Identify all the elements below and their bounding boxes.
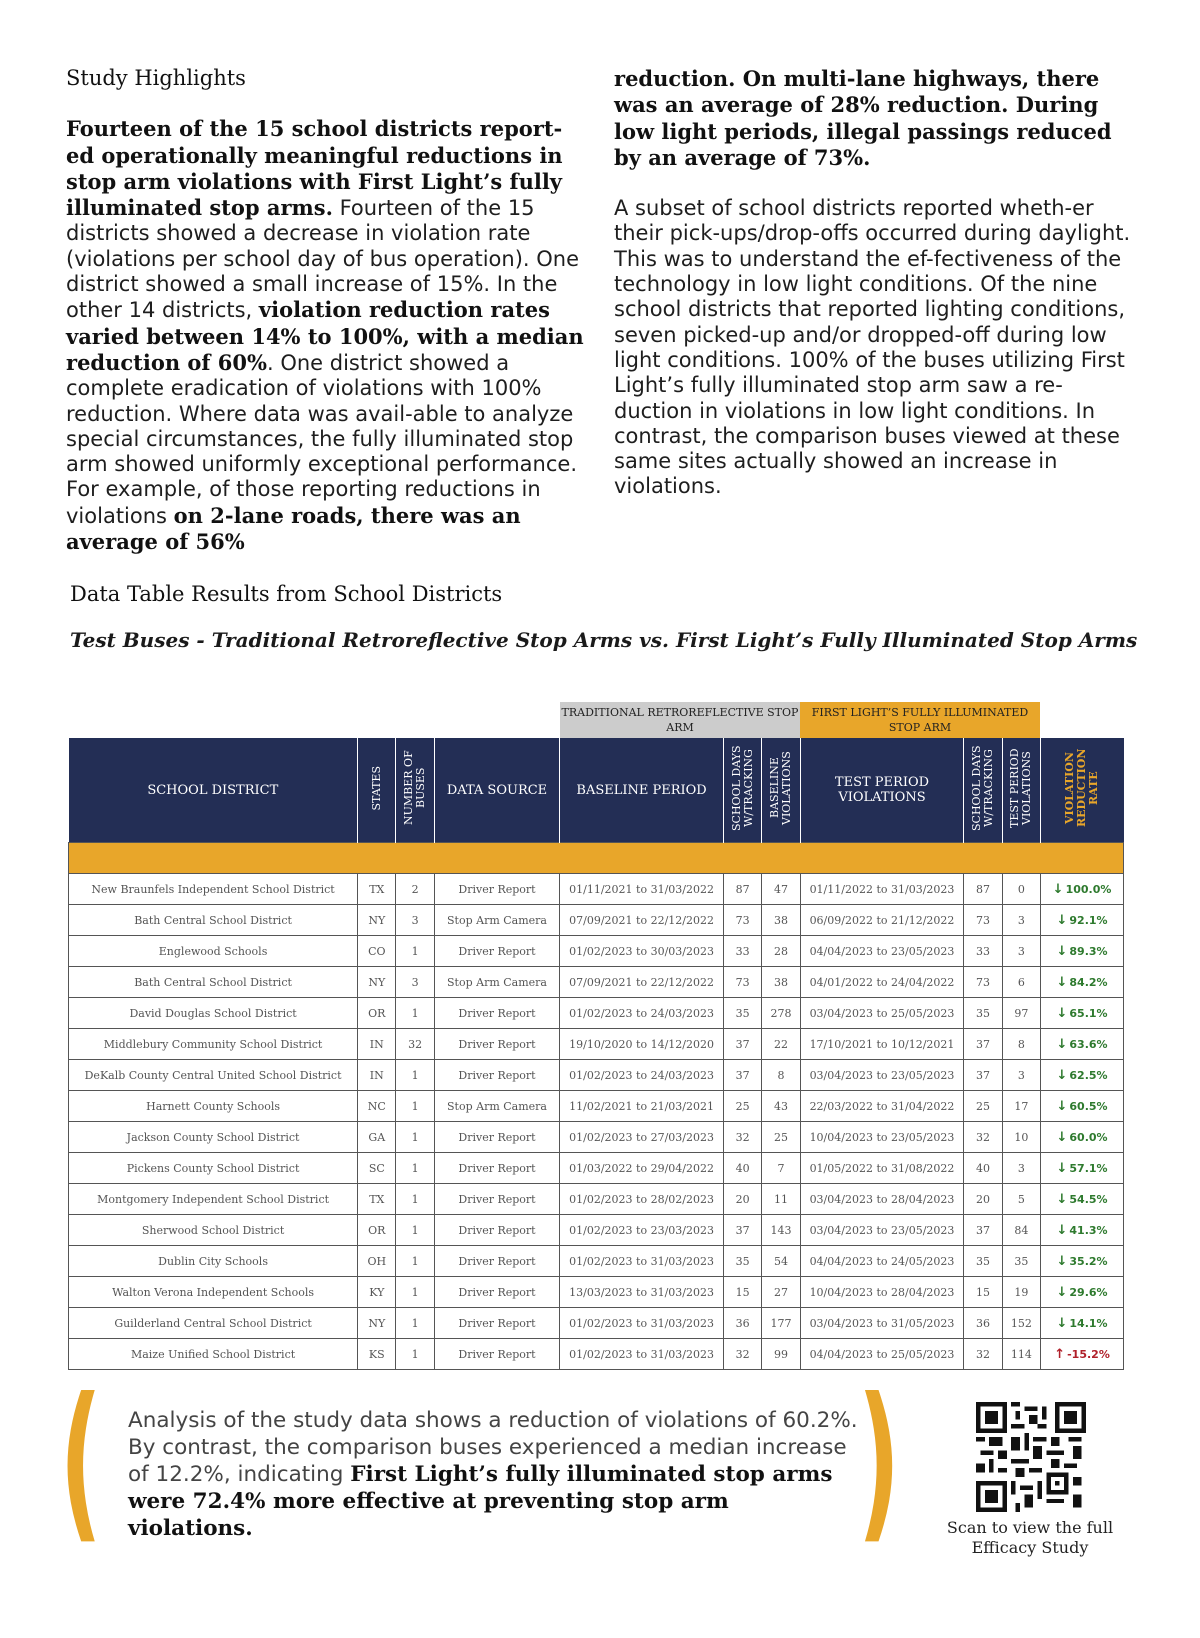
cell-baseline-violations: 38 xyxy=(762,905,800,936)
cell-test-violations: 3 xyxy=(1002,1153,1040,1184)
cell-baseline-period: 01/02/2023 to 31/03/2023 xyxy=(560,1308,724,1339)
cell-reduction-rate xyxy=(1041,1122,1124,1153)
cell-baseline-period: 01/02/2023 to 31/03/2023 xyxy=(560,1246,724,1277)
cell-baseline-period: 01/02/2023 to 28/02/2023 xyxy=(560,1184,724,1215)
cell-test-period: 03/04/2023 to 23/05/2023 xyxy=(800,1060,964,1091)
cell-district: Harnett County Schools xyxy=(69,1091,358,1122)
cell-baseline-period: 01/02/2023 to 30/03/2023 xyxy=(560,936,724,967)
qr-caption-line-2: Efficacy Study xyxy=(971,1538,1089,1557)
cell-reduction-rate xyxy=(1041,998,1124,1029)
header-violation-reduction-rate: VIOLATION REDUCTION RATE xyxy=(1041,738,1124,843)
reduction-rate-value: 35.2% xyxy=(1069,1254,1108,1268)
cell-days-test: 36 xyxy=(964,1308,1002,1339)
cell-baseline-period: 13/03/2023 to 31/03/2023 xyxy=(560,1277,724,1308)
table-row xyxy=(69,1029,1124,1060)
cell-buses: 1 xyxy=(396,1122,434,1153)
cell-district: Middlebury Community School District xyxy=(69,1029,358,1060)
header-states: STATES xyxy=(358,738,396,843)
cell-source: Stop Arm Camera xyxy=(434,1091,559,1122)
cell-district: David Douglas School District xyxy=(69,998,358,1029)
cell-days-test: 73 xyxy=(964,967,1002,998)
arrow-down-icon: ↓ xyxy=(1056,912,1068,928)
cell-buses: 1 xyxy=(396,1308,434,1339)
cell-baseline-violations: 28 xyxy=(762,936,800,967)
reduction-rate-value: 65.1% xyxy=(1069,1006,1108,1020)
cell-reduction-rate xyxy=(1041,1029,1124,1060)
cell-test-violations: 10 xyxy=(1002,1122,1040,1153)
cell-days-baseline: 35 xyxy=(723,1246,761,1277)
cell-reduction-rate xyxy=(1041,967,1124,998)
cell-test-violations: 35 xyxy=(1002,1246,1040,1277)
cell-district: DeKalb County Central United School District xyxy=(69,1060,358,1091)
cell-test-period: 01/11/2022 to 31/03/2023 xyxy=(800,874,964,905)
cell-baseline-period: 01/02/2023 to 24/03/2023 xyxy=(560,1060,724,1091)
cell-source: Driver Report xyxy=(434,1029,559,1060)
highlights-left-paragraph xyxy=(66,116,586,555)
reduction-rate-value: 57.1% xyxy=(1069,1161,1108,1175)
right-bracket-decoration: ) xyxy=(857,1362,901,1560)
highlights-text-1: Fourteen of the 15 districts showed a decrease in violation rate (violations per school day of bus operation). One district showed a small increase of 15%. In the other 14 districts, xyxy=(66,196,580,323)
cell-state: NY xyxy=(358,1308,396,1339)
cell-test-violations: 3 xyxy=(1002,936,1040,967)
reduction-rate-value: 63.6% xyxy=(1069,1037,1108,1051)
cell-source: Driver Report xyxy=(434,1153,559,1184)
cell-reduction-rate xyxy=(1041,1184,1124,1215)
arrow-down-icon: ↓ xyxy=(1052,881,1064,897)
cell-days-test: 25 xyxy=(964,1091,1002,1122)
cell-days-baseline: 36 xyxy=(723,1308,761,1339)
header-number-of-buses: NUMBER OF BUSES xyxy=(396,738,434,843)
cell-test-period: 03/04/2023 to 23/05/2023 xyxy=(800,1215,964,1246)
cell-baseline-violations: 43 xyxy=(762,1091,800,1122)
header-gold-stripe xyxy=(69,843,1124,874)
cell-reduction-rate xyxy=(1041,1308,1124,1339)
cell-baseline-violations: 22 xyxy=(762,1029,800,1060)
arrow-down-icon: ↓ xyxy=(1056,1253,1068,1269)
cell-test-violations: 5 xyxy=(1002,1184,1040,1215)
cell-district: Bath Central School District xyxy=(69,905,358,936)
arrow-down-icon: ↓ xyxy=(1056,1191,1068,1207)
table-row xyxy=(69,1122,1124,1153)
table-row xyxy=(69,1184,1124,1215)
cell-days-baseline: 15 xyxy=(723,1277,761,1308)
cell-reduction-rate xyxy=(1041,905,1124,936)
table-row xyxy=(69,1215,1124,1246)
cell-test-period: 10/04/2023 to 23/05/2023 xyxy=(800,1122,964,1153)
cell-days-test: 73 xyxy=(964,905,1002,936)
cell-state: OH xyxy=(358,1246,396,1277)
cell-source: Stop Arm Camera xyxy=(434,967,559,998)
cell-days-test: 35 xyxy=(964,1246,1002,1277)
cell-reduction-rate xyxy=(1041,1246,1124,1277)
cell-district: Guilderland Central School District xyxy=(69,1308,358,1339)
table-row xyxy=(69,936,1124,967)
cell-source: Driver Report xyxy=(434,1277,559,1308)
cell-baseline-violations: 25 xyxy=(762,1122,800,1153)
cell-source: Stop Arm Camera xyxy=(434,905,559,936)
highlights-right-bold-1: reduction. On multi-lane highways, there was an average of 28% reduction. During low light periods, illegal passings reduced by an average of 73%. xyxy=(614,66,1112,170)
table-row xyxy=(69,1246,1124,1277)
cell-days-baseline: 73 xyxy=(723,905,761,936)
cell-test-violations: 19 xyxy=(1002,1277,1040,1308)
cell-district: Montgomery Independent School District xyxy=(69,1184,358,1215)
cell-buses: 2 xyxy=(396,874,434,905)
highlights-right-paragraph-1 xyxy=(614,66,1134,171)
cell-baseline-violations: 99 xyxy=(762,1339,800,1370)
cell-test-period: 04/04/2023 to 23/05/2023 xyxy=(800,936,964,967)
cell-baseline-period: 11/02/2021 to 21/03/2021 xyxy=(560,1091,724,1122)
header-baseline-violations: BASELINE VIOLATIONS xyxy=(762,738,800,843)
header-baseline-period: BASELINE PERIOD xyxy=(560,738,724,843)
arrow-down-icon: ↓ xyxy=(1056,1129,1068,1145)
arrow-down-icon: ↓ xyxy=(1056,1160,1068,1176)
table-row xyxy=(69,967,1124,998)
cell-test-violations: 114 xyxy=(1002,1339,1040,1370)
cell-source: Driver Report xyxy=(434,1215,559,1246)
cell-baseline-violations: 27 xyxy=(762,1277,800,1308)
reduction-rate-value: 84.2% xyxy=(1069,975,1108,989)
cell-baseline-violations: 143 xyxy=(762,1215,800,1246)
reduction-rate-value: 100.0% xyxy=(1065,882,1112,896)
table-title: Data Table Results from School Districts xyxy=(70,582,503,606)
qr-code-icon[interactable] xyxy=(976,1402,1086,1512)
cell-state: TX xyxy=(358,1184,396,1215)
cell-test-period: 04/04/2023 to 25/05/2023 xyxy=(800,1339,964,1370)
cell-buses: 1 xyxy=(396,1153,434,1184)
cell-district: Bath Central School District xyxy=(69,967,358,998)
highlights-right-column xyxy=(614,66,1134,500)
arrow-down-icon: ↓ xyxy=(1056,943,1068,959)
highlights-left-column xyxy=(66,66,586,555)
cell-reduction-rate xyxy=(1041,1277,1124,1308)
cell-days-baseline: 73 xyxy=(723,967,761,998)
qr-caption xyxy=(920,1518,1140,1558)
cell-state: NC xyxy=(358,1091,396,1122)
cell-test-violations: 3 xyxy=(1002,1060,1040,1091)
qr-caption-line-1: Scan to view the full xyxy=(946,1518,1114,1537)
cell-state: SC xyxy=(358,1153,396,1184)
cell-days-baseline: 35 xyxy=(723,998,761,1029)
arrow-down-icon: ↓ xyxy=(1056,1005,1068,1021)
cell-baseline-period: 01/03/2022 to 29/04/2022 xyxy=(560,1153,724,1184)
cell-buses: 1 xyxy=(396,1060,434,1091)
cell-state: TX xyxy=(358,874,396,905)
cell-source: Driver Report xyxy=(434,1308,559,1339)
cell-test-violations: 84 xyxy=(1002,1215,1040,1246)
cell-source: Driver Report xyxy=(434,1184,559,1215)
highlights-bold-3: on 2-lane roads, there was an average of 56% xyxy=(66,502,521,555)
cell-district: Dublin City Schools xyxy=(69,1246,358,1277)
cell-baseline-violations: 278 xyxy=(762,998,800,1029)
cell-state: KY xyxy=(358,1277,396,1308)
cell-days-test: 20 xyxy=(964,1184,1002,1215)
arrow-down-icon: ↓ xyxy=(1056,1036,1068,1052)
cell-buses: 1 xyxy=(396,1277,434,1308)
cell-buses: 1 xyxy=(396,1184,434,1215)
arrow-down-icon: ↓ xyxy=(1056,974,1068,990)
cell-source: Driver Report xyxy=(434,998,559,1029)
cell-baseline-violations: 54 xyxy=(762,1246,800,1277)
cell-test-period: 03/04/2023 to 28/04/2023 xyxy=(800,1184,964,1215)
table-header-row xyxy=(69,738,1124,843)
cell-reduction-rate xyxy=(1041,874,1124,905)
cell-test-violations: 152 xyxy=(1002,1308,1040,1339)
cell-state: NY xyxy=(358,905,396,936)
cell-days-test: 35 xyxy=(964,998,1002,1029)
cell-test-period: 17/10/2021 to 10/12/2021 xyxy=(800,1029,964,1060)
cell-days-baseline: 37 xyxy=(723,1215,761,1246)
cell-buses: 1 xyxy=(396,1091,434,1122)
cell-baseline-violations: 11 xyxy=(762,1184,800,1215)
reduction-rate-value: 62.5% xyxy=(1069,1068,1108,1082)
cell-days-test: 32 xyxy=(964,1122,1002,1153)
cell-reduction-rate xyxy=(1041,1060,1124,1091)
summary-callout xyxy=(128,1407,858,1542)
cell-baseline-violations: 38 xyxy=(762,967,800,998)
cell-state: IN xyxy=(358,1029,396,1060)
cell-days-test: 37 xyxy=(964,1029,1002,1060)
cell-days-test: 37 xyxy=(964,1215,1002,1246)
cell-days-baseline: 32 xyxy=(723,1122,761,1153)
cell-baseline-period: 07/09/2021 to 22/12/2022 xyxy=(560,905,724,936)
cell-reduction-rate xyxy=(1041,1339,1124,1370)
table-subtitle: Test Buses - Traditional Retroreflective Stop Arms vs. First Light’s Fully Illuminated Stop Arms xyxy=(70,628,1138,652)
summary-bold: First Light’s fully illuminated stop arms were 72.4% more effective at preventing stop arm violations. xyxy=(128,1462,833,1541)
cell-days-test: 40 xyxy=(964,1153,1002,1184)
table-row xyxy=(69,905,1124,936)
cell-days-baseline: 37 xyxy=(723,1060,761,1091)
cell-days-test: 87 xyxy=(964,874,1002,905)
header-data-source: DATA SOURCE xyxy=(434,738,559,843)
cell-state: OR xyxy=(358,998,396,1029)
reduction-rate-value: 92.1% xyxy=(1069,913,1108,927)
arrow-down-icon: ↓ xyxy=(1056,1067,1068,1083)
cell-buses: 3 xyxy=(396,967,434,998)
cell-test-violations: 8 xyxy=(1002,1029,1040,1060)
cell-test-violations: 6 xyxy=(1002,967,1040,998)
cell-buses: 32 xyxy=(396,1029,434,1060)
reduction-rate-value: 54.5% xyxy=(1069,1192,1108,1206)
cell-days-baseline: 20 xyxy=(723,1184,761,1215)
highlights-bold-2: violation reduction rates varied between 14% to 100%, with a median reduction of 60% xyxy=(66,297,584,375)
cell-district: Maize Unified School District xyxy=(69,1339,358,1370)
arrow-up-icon: ↑ xyxy=(1054,1346,1066,1362)
cell-days-baseline: 25 xyxy=(723,1091,761,1122)
cell-buses: 1 xyxy=(396,998,434,1029)
cell-source: Driver Report xyxy=(434,874,559,905)
cell-district: Pickens County School District xyxy=(69,1153,358,1184)
table-row xyxy=(69,1060,1124,1091)
cell-baseline-period: 01/02/2023 to 27/03/2023 xyxy=(560,1122,724,1153)
cell-days-baseline: 33 xyxy=(723,936,761,967)
cell-baseline-violations: 47 xyxy=(762,874,800,905)
cell-district: Englewood Schools xyxy=(69,936,358,967)
cell-baseline-period: 07/09/2021 to 22/12/2022 xyxy=(560,967,724,998)
cell-baseline-violations: 177 xyxy=(762,1308,800,1339)
group-label-traditional: TRADITIONAL RETROREFLECTIVE STOP ARM xyxy=(560,702,800,738)
cell-test-period: 10/04/2023 to 28/04/2023 xyxy=(800,1277,964,1308)
table-body xyxy=(69,874,1124,1370)
cell-days-test: 33 xyxy=(964,936,1002,967)
cell-baseline-period: 01/11/2021 to 31/03/2022 xyxy=(560,874,724,905)
cell-baseline-violations: 8 xyxy=(762,1060,800,1091)
table-row xyxy=(69,1153,1124,1184)
cell-test-violations: 17 xyxy=(1002,1091,1040,1122)
cell-state: NY xyxy=(358,967,396,998)
arrow-down-icon: ↓ xyxy=(1056,1315,1068,1331)
cell-test-period: 03/04/2023 to 25/05/2023 xyxy=(800,998,964,1029)
cell-test-period: 01/05/2022 to 31/08/2022 xyxy=(800,1153,964,1184)
cell-district: New Braunfels Independent School District xyxy=(69,874,358,905)
cell-buses: 1 xyxy=(396,1215,434,1246)
cell-days-baseline: 32 xyxy=(723,1339,761,1370)
highlights-right-paragraph-2: A subset of school districts reported wheth-er their pick-ups/drop-offs occurred during daylight. This was to understand the ef-fectiveness of the technology in low light conditions. Of the nine school districts that reported lighting conditions, seven picked-up and/or dropped-off during low light conditions. 100% of the buses utilizing First Light’s fully illuminated stop arm saw a re-duction in violations in low light conditions. In contrast, the comparison buses viewed at these same sites actually showed an increase in violations. xyxy=(614,196,1131,499)
header-test-period-violations: TEST PERIOD VIOLATIONS xyxy=(1002,738,1040,843)
arrow-down-icon: ↓ xyxy=(1056,1098,1068,1114)
cell-district: Sherwood School District xyxy=(69,1215,358,1246)
cell-source: Driver Report xyxy=(434,1246,559,1277)
highlights-bold-1: Fourteen of the 15 school districts report-ed operationally meaningful reductions in stop arm violations with First Light’s fully illuminated stop arms. xyxy=(66,116,563,221)
cell-buses: 3 xyxy=(396,905,434,936)
highlights-text-2: . One district showed a complete eradication of violations with 100% reduction. Where data was avail-able to analyze special circumstances, the fully illuminated stop arm showed uniformly exceptional performance. For example, of those reporting reductions in violations xyxy=(66,350,577,528)
cell-days-baseline: 37 xyxy=(723,1029,761,1060)
cell-test-period: 22/03/2022 to 31/04/2022 xyxy=(800,1091,964,1122)
cell-source: Driver Report xyxy=(434,1122,559,1153)
cell-buses: 1 xyxy=(396,1339,434,1370)
arrow-down-icon: ↓ xyxy=(1056,1222,1068,1238)
cell-days-baseline: 40 xyxy=(723,1153,761,1184)
cell-days-test: 37 xyxy=(964,1060,1002,1091)
header-test-period: TEST PERIOD VIOLATIONS xyxy=(800,738,964,843)
reduction-rate-value: -15.2% xyxy=(1067,1347,1110,1361)
arrow-down-icon: ↓ xyxy=(1056,1284,1068,1300)
cell-test-violations: 97 xyxy=(1002,998,1040,1029)
cell-buses: 1 xyxy=(396,1246,434,1277)
cell-test-violations: 3 xyxy=(1002,905,1040,936)
cell-test-period: 04/01/2022 to 24/04/2022 xyxy=(800,967,964,998)
summary-text: Analysis of the study data shows a reduction of violations of 60.2%. By contrast, the comparison buses experienced a median increase of 12.2%, indicating xyxy=(128,1408,858,1487)
cell-days-test: 15 xyxy=(964,1277,1002,1308)
cell-district: Jackson County School District xyxy=(69,1122,358,1153)
cell-baseline-violations: 7 xyxy=(762,1153,800,1184)
reduction-rate-value: 89.3% xyxy=(1069,944,1108,958)
table-row xyxy=(69,874,1124,905)
cell-test-violations: 0 xyxy=(1002,874,1040,905)
cell-test-period: 04/04/2023 to 24/05/2023 xyxy=(800,1246,964,1277)
cell-state: CO xyxy=(358,936,396,967)
cell-district: Walton Verona Independent Schools xyxy=(69,1277,358,1308)
header-school-days-baseline: SCHOOL DAYS W/TRACKING xyxy=(723,738,761,843)
reduction-rate-value: 60.5% xyxy=(1069,1099,1108,1113)
cell-baseline-period: 19/10/2020 to 14/12/2020 xyxy=(560,1029,724,1060)
table-row xyxy=(69,998,1124,1029)
cell-baseline-period: 01/02/2023 to 23/03/2023 xyxy=(560,1215,724,1246)
cell-test-period: 06/09/2022 to 21/12/2022 xyxy=(800,905,964,936)
cell-state: IN xyxy=(358,1060,396,1091)
cell-state: GA xyxy=(358,1122,396,1153)
table-row xyxy=(69,1308,1124,1339)
group-label-first-light: FIRST LIGHT’S FULLY ILLUMINATED STOP ARM xyxy=(800,702,1040,738)
cell-source: Driver Report xyxy=(434,936,559,967)
cell-test-period: 03/04/2023 to 31/05/2023 xyxy=(800,1308,964,1339)
cell-reduction-rate xyxy=(1041,936,1124,967)
cell-reduction-rate xyxy=(1041,1091,1124,1122)
cell-baseline-period: 01/02/2023 to 31/03/2023 xyxy=(560,1339,724,1370)
reduction-rate-value: 14.1% xyxy=(1069,1316,1108,1330)
header-school-days-test: SCHOOL DAYS W/TRACKING xyxy=(964,738,1002,843)
cell-state: KS xyxy=(358,1339,396,1370)
cell-buses: 1 xyxy=(396,936,434,967)
cell-source: Driver Report xyxy=(434,1060,559,1091)
cell-baseline-period: 01/02/2023 to 24/03/2023 xyxy=(560,998,724,1029)
reduction-rate-value: 29.6% xyxy=(1069,1285,1108,1299)
cell-days-test: 32 xyxy=(964,1339,1002,1370)
cell-days-baseline: 87 xyxy=(723,874,761,905)
cell-reduction-rate xyxy=(1041,1215,1124,1246)
reduction-rate-value: 60.0% xyxy=(1069,1130,1108,1144)
header-school-district: SCHOOL DISTRICT xyxy=(69,738,358,843)
cell-state: OR xyxy=(358,1215,396,1246)
highlights-heading: Study Highlights xyxy=(66,66,246,90)
reduction-rate-value: 41.3% xyxy=(1069,1223,1108,1237)
left-bracket-decoration: ( xyxy=(59,1362,103,1560)
cell-reduction-rate xyxy=(1041,1153,1124,1184)
table-row xyxy=(69,1339,1124,1370)
cell-source: Driver Report xyxy=(434,1339,559,1370)
results-table xyxy=(68,738,1124,1370)
table-row xyxy=(69,1277,1124,1308)
table-row xyxy=(69,1091,1124,1122)
